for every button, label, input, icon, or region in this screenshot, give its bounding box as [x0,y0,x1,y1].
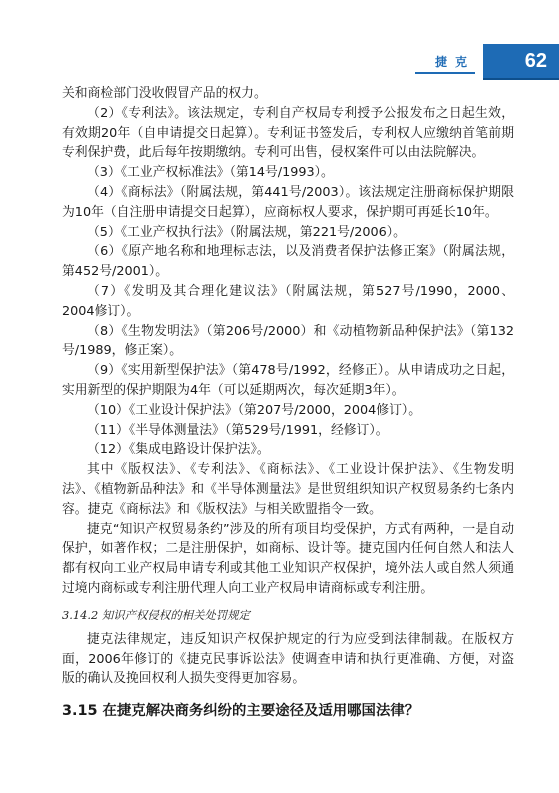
subsection-heading: 3.14.2 知识产权侵权的相关处罚规定 [62,607,250,622]
law-item-10: （10）《工业设计保护法》（第207号/2000，2004修订）。 [87,402,422,418]
law-item-11: （11）《半导体测量法》（第529号/1991，经修订）。 [87,422,389,438]
country-label: 捷克 [434,55,475,69]
page-number-tab [483,44,559,80]
law-item-4: （4）《商标法》（附属法规，第441号/2003）。该法规定注册商标保护期限为10年（自注册申请提交日起算），应商标权人要求，保护期可再延长10年。 [62,184,514,220]
paragraph-protection-methods: 捷克“知识产权贸易条约”涉及的所有项目均受保护，方式有两种，一是自动保护，如著作权；二是注册保护，如商标、设计等。捷克国内任何自然人和法人都有权向工业产权局申请专利或其他工业知识产权保护，境外法人或自然人须通过境内商标或专利注册代理人向工业产权局申请商标或专利注册。 [62,521,514,596]
law-item-6: （6）《原产地名称和地理标志法，以及消费者保护法修正案》（附属法规，第452号/2001）。 [62,244,514,280]
paragraph-wto-laws: 其中《版权法》、《专利法》、《商标法》、《工业设计保护法》、《生物发明法》、《植物新品种法》和《半导体测量法》是世贸组织知识产权贸易条约七条内容。捷克《商标法》和《版权法》与相关欧盟指令一致。 [62,462,514,517]
page-body [62,84,514,721]
paragraph-continuation: 关和商检部门没收假冒产品的权力。 [62,86,267,101]
law-item-7: （7）《发明及其合理化建议法》（附属法规，第527号/1990，2000、2004修订）。 [62,283,514,319]
law-item-12: （12）《集成电路设计保护法》。 [87,442,270,458]
law-item-2: （2）《专利法》。该法规定，专利自产权局专利授予公报发布之日起生效，有效期20年（自申请提交日起算）。专利证书签发后，专利权人应缴纳首笔前期专利保护费，此后每年按期缴纳。专利可出售，侵权案件可以由法院解决。 [62,105,514,161]
paragraph-penalties: 捷克法律规定，违反知识产权保护规定的行为应受到法律制裁。在版权方面，2006年修订的《捷克民事诉讼法》使调查申请和执行更准确、方便，对盗版的确认及挽回权利人损失变得更加容易。 [62,631,514,687]
law-item-8: （8）《生物发明法》（第206号/2000）和《动植物新品种保护法》（第132号/1989，修正案）。 [62,323,514,359]
page-header [389,44,559,82]
section-heading: 3.15 在捷克解决商务纠纷的主要途径及适用哪国法律？ [62,703,420,720]
law-item-9: （9）《实用新型保护法》（第478号/1992，经修正）。从申请成功之日起，实用新型的保护期限为4年（可以延期两次，每次延期3年）。 [62,363,514,398]
law-item-3: （3）《工业产权标准法》（第14号/1993）。 [87,165,334,181]
page-number: 62 [524,50,547,72]
header-rule [415,72,475,74]
law-item-5: （5）《工业产权执行法》（附属法规，第221号/2006）。 [87,224,406,240]
